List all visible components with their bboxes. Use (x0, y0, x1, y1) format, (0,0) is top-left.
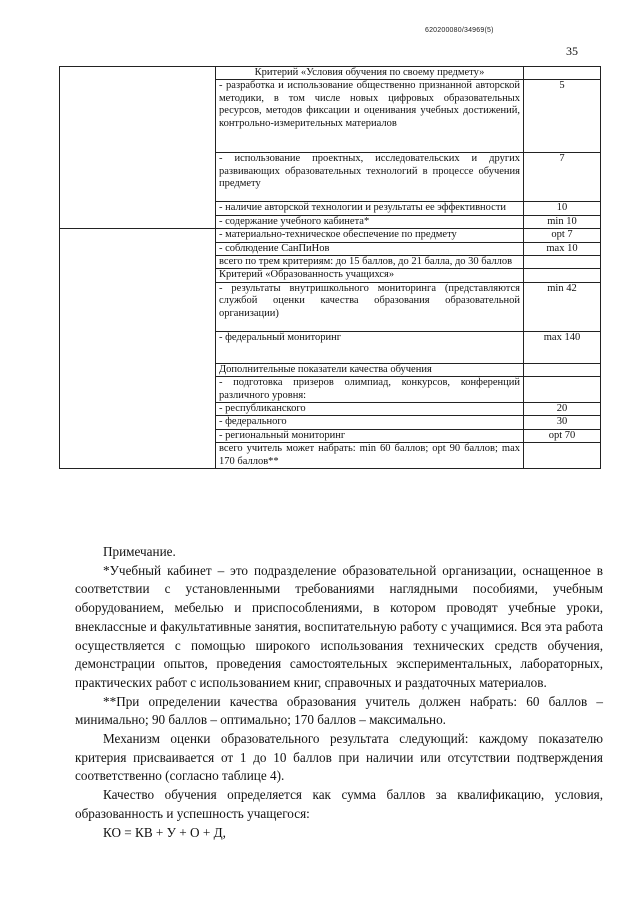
criterion-value: min 10 (524, 215, 601, 228)
criterion-value: 10 (524, 202, 601, 215)
criterion-heading: Критерий «Образованность учащихся» (216, 269, 524, 282)
note-paragraph-quality: Качество обучения определяется как сумма баллов за квалификацию, условия, образованность и успешность учащегося: (75, 787, 603, 821)
note-paragraph-mechanism: Механизм оценки образовательного результата следующий: каждому показателю критерия присваивается от 1 до 10 баллов при наличии или отсутствии подтверждения соответственно (согласно таблице 4). (75, 731, 603, 784)
criterion-heading: Дополнительные показатели качества обучения (216, 363, 524, 376)
note-paragraph-cabinet: *Учебный кабинет – это подразделение образовательной организации, оснащенное в соответствии с установленными требованиями наглядными пособиями, учебным оборудованием, мебелью и приспособлениями, в котором проводят учебные уроки, внеклассные и факультативные занятия, воспитательную работу с учащимися. Вся эта работа осуществляется с помощью широкого использования технических средств обучения, демонстрации опытов, проведения самостоятельных экспериментальных, лабораторных, практических работ с использованием книг, справочных и раздаточных материалов. (75, 562, 603, 690)
criterion-text: - республиканского (216, 403, 524, 416)
criterion-text: - федеральный мониторинг (216, 331, 524, 363)
criterion-text: - соблюдение СанПиНов (216, 242, 524, 255)
criterion-value: 5 (524, 80, 601, 153)
page-number: 35 (566, 44, 578, 58)
quality-formula: КО = КВ + У + О + Д, (103, 824, 226, 840)
criterion-value: max 10 (524, 242, 601, 255)
left-empty-cell-top (60, 67, 216, 229)
criterion-text: - подготовка призеров олимпиад, конкурсов, конференций различного уровня: (216, 377, 524, 403)
table-row (60, 67, 601, 80)
criterion-value (524, 377, 601, 403)
notes-section (75, 543, 603, 842)
criterion-text: - содержание учебного кабинета* (216, 215, 524, 228)
criterion-value: 20 (524, 403, 601, 416)
criterion-heading: Критерий «Условия обучения по своему предмету» (216, 67, 524, 80)
notes-heading: Примечание. (103, 544, 176, 559)
note-paragraph-scores: **При определении качества образования учитель должен набрать: 60 баллов – минимально; 90 баллов – оптимально; 170 баллов – максимально. (75, 693, 603, 728)
criterion-text: - использование проектных, исследовательских и других развивающих образовательных технологий в процессе обучения предмету (216, 153, 524, 202)
criteria-table (59, 66, 601, 469)
criterion-value: min 42 (524, 282, 601, 331)
criterion-value (524, 363, 601, 376)
criterion-value (524, 256, 601, 269)
criterion-value: max 140 (524, 331, 601, 363)
criterion-text: - наличие авторской технологии и результаты ее эффективности (216, 202, 524, 215)
criterion-value (524, 443, 601, 469)
criterion-value: opt 70 (524, 429, 601, 442)
left-empty-cell-bottom (60, 229, 216, 469)
criterion-text: - материально-техническое обеспечение по предмету (216, 229, 524, 242)
criterion-value (524, 269, 601, 282)
table-row (60, 229, 601, 242)
criterion-value: opt 7 (524, 229, 601, 242)
criterion-value (524, 67, 601, 80)
criterion-text: - разработка и использование общественно признанной авторской методики, в том числе новых цифровых образовательных ресурсов, методов фиксации и оценивания учебных достижений, контрольно-измерительных материалов (216, 80, 524, 153)
criterion-value: 30 (524, 416, 601, 429)
document-id: 620200080/34969(5) (425, 27, 494, 34)
criterion-text: - результаты внутришкольного мониторинга (представляются службой оценки качества образования образовательной организации) (216, 282, 524, 331)
criterion-text: - федерального (216, 416, 524, 429)
criterion-text: - региональный мониторинг (216, 429, 524, 442)
criterion-total: всего учитель может набрать: min 60 баллов; opt 90 баллов; max 170 баллов** (216, 443, 524, 469)
criterion-value: 7 (524, 153, 601, 202)
criterion-text: всего по трем критериям: до 15 баллов, до 21 балла, до 30 баллов (216, 256, 524, 269)
